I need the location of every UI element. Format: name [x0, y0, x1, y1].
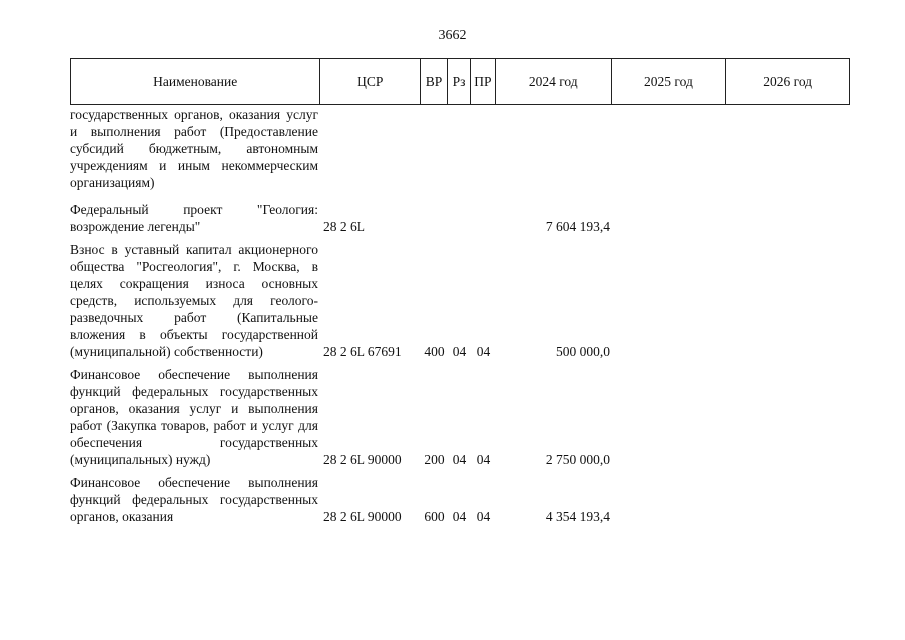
row-name: Финансовое обеспечение выполнения функций федеральных государственных органов, оказания — [70, 475, 318, 524]
row-name: государственных органов, оказания услуг и выполнения работ (Предоставление субсидий бюджетным, автономным учреждениям и иным некоммерческим организациям) — [70, 107, 318, 190]
table-row — [70, 241, 850, 360]
column-header-rz: Рз — [448, 59, 471, 104]
table-body — [70, 106, 850, 531]
column-header-name: Наименование — [71, 59, 320, 104]
row-rz: 04 — [452, 452, 467, 467]
row-vr: 200 — [424, 452, 445, 467]
row-amount-2024: 2 750 000,0 — [545, 452, 610, 467]
table-row — [70, 474, 850, 525]
column-header-pr: ПР — [471, 59, 496, 104]
column-header-2025: 2025 год — [612, 59, 727, 104]
table-row — [70, 106, 850, 191]
row-rz: 04 — [452, 344, 467, 359]
row-name: Финансовое обеспечение выполнения функций федеральных государственных органов, оказания услуг и выполнения работ (Закупка товаров, работ и услуг для обеспечения государственных (муниципальных) нужд) — [70, 367, 318, 467]
column-header-csr: ЦСР — [320, 59, 421, 104]
row-csr: 28 2 6L — [323, 219, 365, 234]
row-pr: 04 — [476, 509, 491, 524]
row-pr: 04 — [476, 344, 491, 359]
row-amount-2024: 500 000,0 — [556, 344, 610, 359]
row-rz: 04 — [452, 509, 467, 524]
row-name: Взнос в уставный капитал акционерного общества "Росгеология", г. Москва, в целях сокращения износа основных средств, используемых для геолого-разведочных работ (Капитальные вложения в объекты государственной (муниципальной) собственности) — [70, 242, 318, 359]
column-header-vr: ВР — [421, 59, 448, 104]
row-csr: 28 2 6L 90000 — [323, 509, 402, 524]
table-row — [70, 201, 850, 235]
row-vr: 600 — [424, 509, 445, 524]
row-csr: 28 2 6L 90000 — [323, 452, 402, 467]
row-vr: 400 — [424, 344, 445, 359]
column-header-2024: 2024 год — [496, 59, 612, 104]
row-name: Федеральный проект "Геология: возрождение легенды" — [70, 202, 318, 234]
column-header-2026: 2026 год — [763, 73, 813, 89]
row-csr: 28 2 6L 67691 — [323, 344, 402, 359]
row-pr: 04 — [476, 452, 491, 467]
row-amount-2024: 7 604 193,4 — [545, 219, 610, 234]
page-number: 3662 — [438, 28, 467, 43]
table-row — [70, 366, 850, 468]
row-amount-2024: 4 354 193,4 — [545, 509, 610, 524]
table-header — [70, 58, 850, 105]
